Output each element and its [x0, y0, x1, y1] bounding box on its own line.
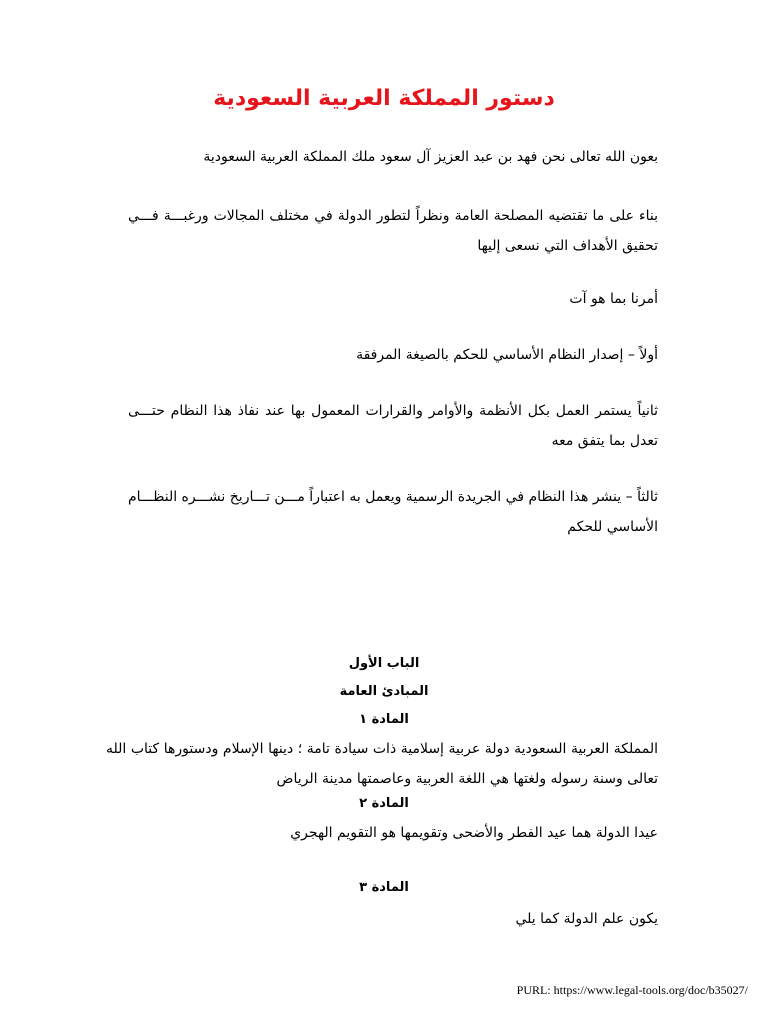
- preamble-first-decree: أولاً – إصدار النظام الأساسي للحكم بالصيغة المرفقة: [356, 347, 658, 363]
- article-2-text: عيدا الدولة هما عيد الفطر والأضحى وتقويمها هو التقويم الهجري: [290, 825, 658, 841]
- preamble-line-2: بناء على ما تقتضيه المصلحة العامة ونظراً لتطور الدولة في مختلف المجالات ورغبـــة فـــي تحقيق الأهداف التي نسعى إليها: [128, 208, 658, 254]
- preamble-line-3: أمرنا بما هو آت: [569, 291, 658, 307]
- article-3-text: يكون علم الدولة كما يلي: [515, 911, 658, 927]
- chapter-subtitle: المبادئ العامة: [339, 684, 429, 699]
- preamble-third-decree: ثالثاً – ينشر هذا النظام في الجريدة الرسمية ويعمل به اعتباراً مـــن تـــاريخ نشـــره النظـــام الأساسي للحكم: [128, 489, 658, 535]
- preamble-line-1: بعون الله تعالى نحن فهد بن عبد العزيز آل سعود ملك المملكة العربية السعودية: [203, 149, 658, 165]
- article-2-heading: المادة ٢: [359, 796, 409, 811]
- article-1-text: المملكة العربية السعودية دولة عربية إسلامية ذات سيادة تامة ؛ دينها الإسلام ودستورها كتاب الله تعالى وسنة رسوله ولغتها هي اللغة العربية وعاصمتها مدينة الرياض: [106, 741, 658, 787]
- article-1-heading: المادة ١: [359, 712, 409, 727]
- purl-footer: PURL: https://www.legal-tools.org/doc/b35027/: [516, 983, 748, 997]
- document-title: دستور المملكة العربية السعودية: [213, 86, 555, 111]
- chapter-title: الباب الأول: [348, 656, 420, 671]
- preamble-second-decree: ثانياً يستمر العمل بكل الأنظمة والأوامر والقرارات المعمول بها عند نفاذ هذا النظام حتـــى تعدل بما يتفق معه: [128, 403, 658, 449]
- article-3-heading: المادة ٣: [359, 880, 409, 895]
